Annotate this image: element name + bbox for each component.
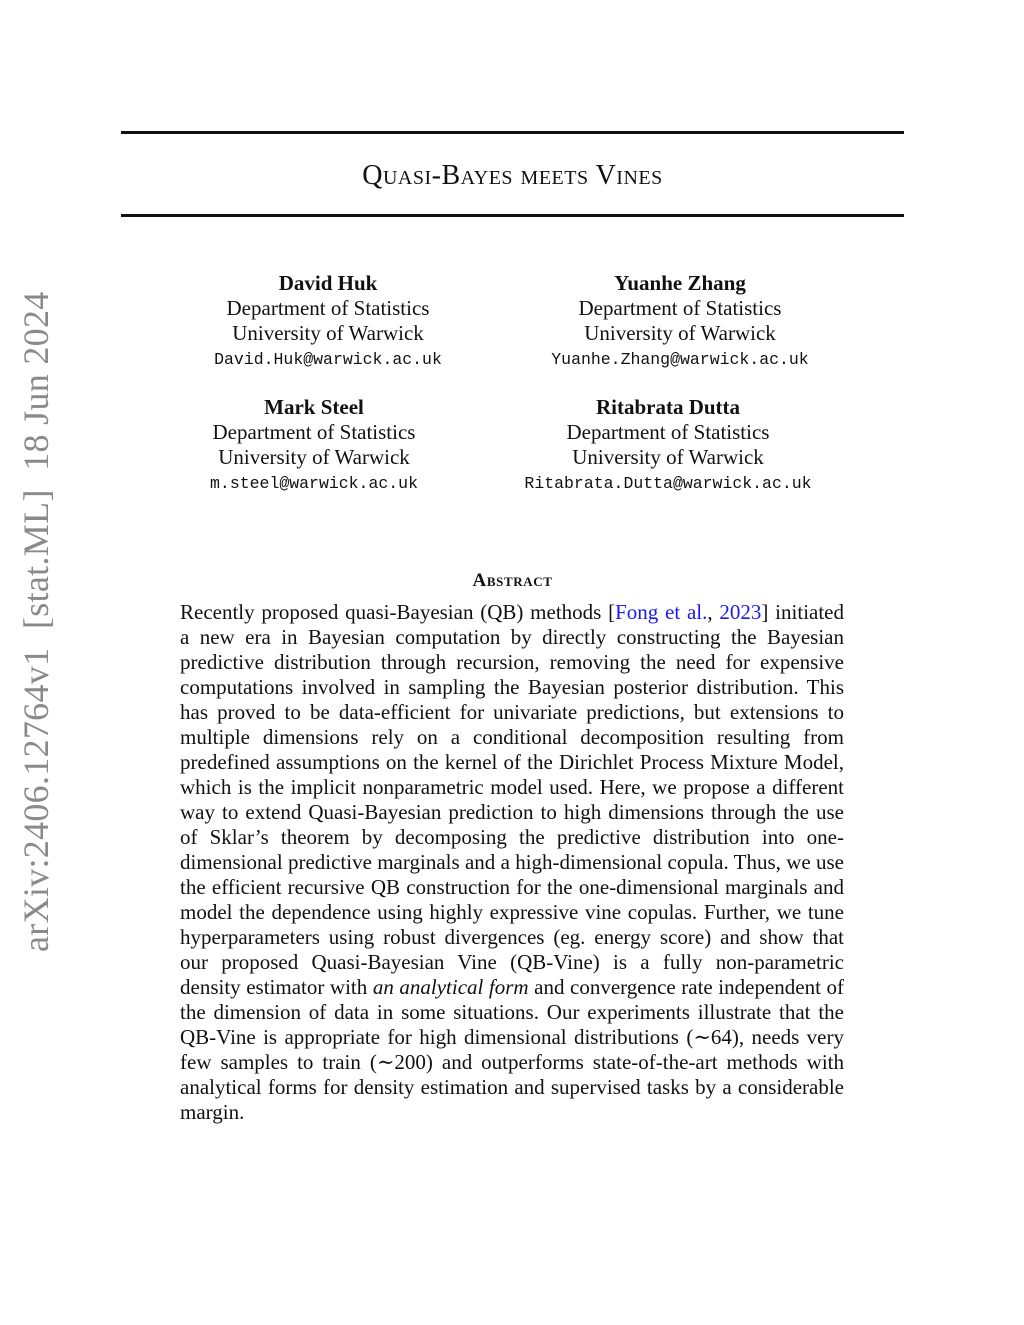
citation-link-authors[interactable]: Fong et al. [615,600,708,624]
abstract-emphasis: an analytical form [372,975,529,999]
author-block [144,395,484,496]
author-name: Yuanhe Zhang [614,271,746,295]
paper-title: Quasi-Bayes meets Vines [362,160,663,191]
author-department: Department of Statistics [212,420,416,444]
author-department: Department of Statistics [578,296,782,320]
abstract-main-text: ] initiated a new era in Bayesian computation by directly constructing the Bayesian predictive distribution through recursion, removing the need for expensive computations involved in sampling the Bayesian posterior distribution. This has proved to be data-efficient for univariate predictions, but extensions to multiple dimensions rely on a conditional decomposition resulting from predefined assumptions on the kernel of the Dirichlet Process Mixture Model, which is the implicit nonparametric model used. Here, we propose a different way to extend Quasi-Bayesian prediction to high dimensions through the use of Sklar’s theorem by decomposing the predictive distribution into one-dimensional predictive marginals and a high-dimensional copula. Thus, we use the efficient recursive QB construction for the one-dimensional marginals and model the dependence using highly expressive vine copulas. Further, we tune hyperparameters using robust divergences (eg. energy score) and show that our proposed Quasi-Bayesian Vine (QB-Vine) is a fully non-parametric density estimator with [180,600,844,999]
author-block [510,271,850,372]
abstract-heading: Abstract [472,570,553,591]
author-email[interactable]: Ritabrata.Dutta@warwick.ac.uk [524,474,812,493]
author-name: Ritabrata Dutta [595,395,741,419]
abstract-closing-text: and convergence rate independent of the dimension of data in some situations. Our experiments illustrate that the QB-Vine is appropriate for high dimensional distributions (∼64), needs very few samples to train (∼200) and outperforms state-of-the-art methods with analytical forms for density estimation and supervised tasks by a considerable margin. [180,975,844,1124]
author-affiliation: University of Warwick [218,445,410,469]
title-rule-bottom [121,214,904,217]
arxiv-stamp: arXiv:2406.12764v1 [stat.ML] 18 Jun 2024 [16,291,56,952]
author-department: Department of Statistics [566,420,770,444]
author-block [498,395,838,496]
abstract-body [180,600,844,1125]
author-email[interactable]: Yuanhe.Zhang@warwick.ac.uk [551,350,809,369]
author-name: Mark Steel [264,395,364,419]
author-email[interactable]: m.steel@warwick.ac.uk [210,474,418,493]
citation-separator: , [707,600,720,624]
abstract-intro: Recently proposed quasi-Bayesian (QB) methods [ [180,600,616,624]
author-affiliation: University of Warwick [572,445,764,469]
author-name: David Huk [278,271,378,295]
title-rule-top [121,131,904,134]
citation-link-year[interactable]: 2023 [719,600,762,624]
author-email[interactable]: David.Huk@warwick.ac.uk [214,350,442,369]
author-department: Department of Statistics [226,296,430,320]
author-affiliation: University of Warwick [584,321,776,345]
author-affiliation: University of Warwick [232,321,424,345]
author-block [158,271,498,372]
